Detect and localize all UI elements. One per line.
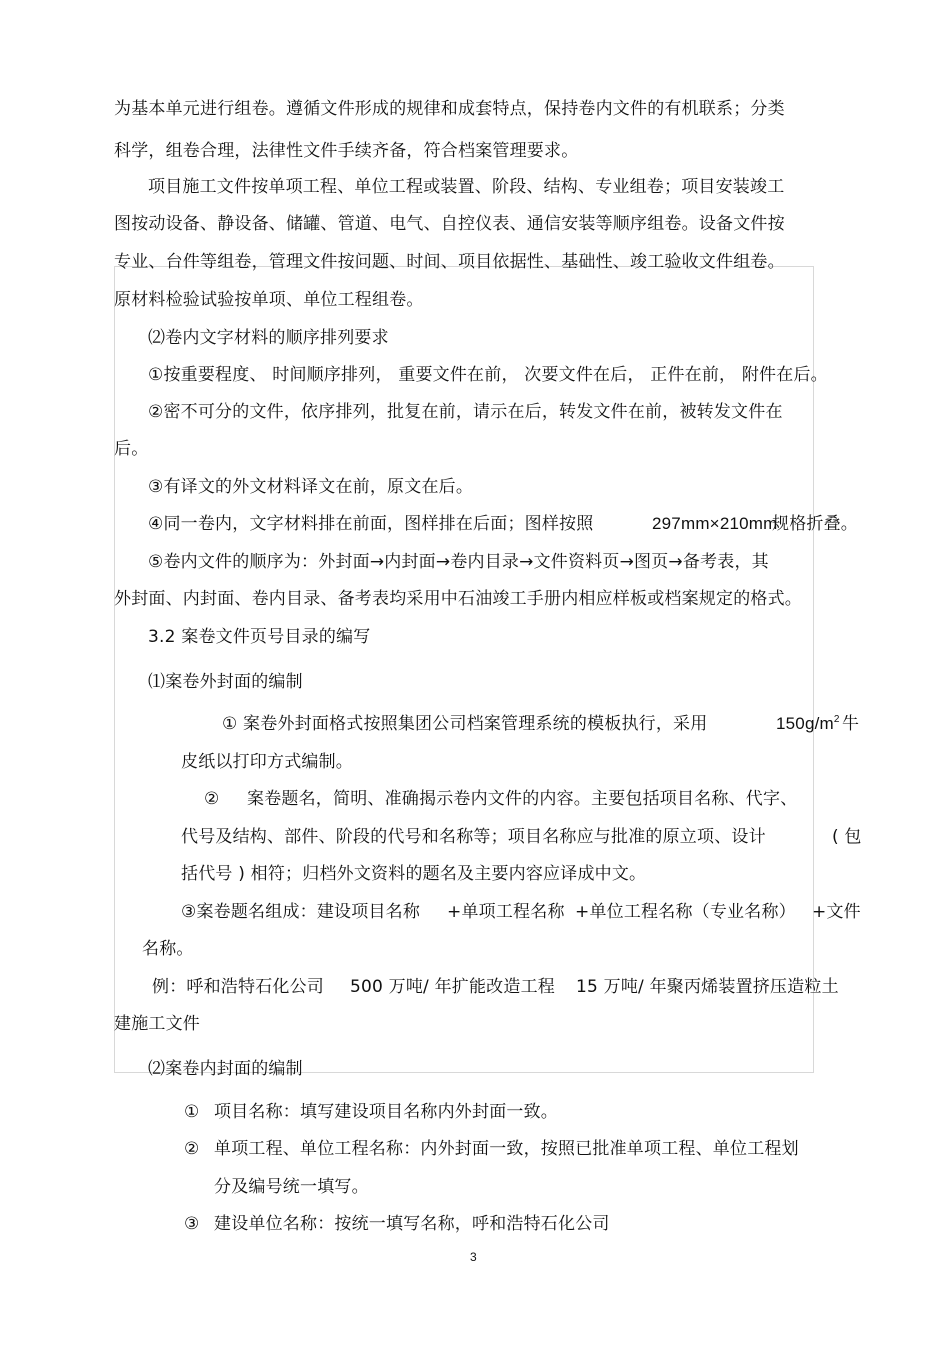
text-line: +文件 xyxy=(812,902,861,922)
list-marker: ② xyxy=(184,1139,200,1159)
text-line: 图按动设备、静设备、储罐、管道、电气、自控仪表、通信安装等顺序组卷。设备文件按 xyxy=(114,214,785,234)
text-line: 牛 xyxy=(842,714,860,734)
text-line: 项目名称：填写建设项目名称内外封面一致。 xyxy=(214,1102,558,1122)
text-line: 单项工程、单位工程名称：内外封面一致，按照已批准单项工程、单位工程划 xyxy=(214,1139,799,1159)
list-marker: ② xyxy=(204,789,220,809)
section-heading: ⑵卷内文字材料的顺序排列要求 xyxy=(148,328,389,348)
text-line: ⑤卷内文件的顺序为：外封面→内封面→卷内目录→文件资料页→图页→备考表，其 xyxy=(148,552,769,572)
text-line: 原材料检验试验按单项、单位工程组卷。 xyxy=(114,290,424,310)
subsection-heading: ⑵案卷内封面的编制 xyxy=(148,1059,303,1079)
page-frame xyxy=(114,266,814,1073)
dimension-value: 297mm×210mm xyxy=(652,514,778,533)
text-line: 外封面、内封面、卷内目录、备考表均采用中石油竣工手册内相应样板或档案规定的格式。 xyxy=(114,589,802,609)
paper-weight: $150g/m^2$ xyxy=(776,714,840,733)
text-line: 代号及结构、部件、阶段的代号和名称等；项目名称应与批准的原立项、设计 xyxy=(181,827,766,847)
page-number: 3 xyxy=(470,1250,477,1264)
text-line: 皮纸以打印方式编制。 xyxy=(181,752,353,772)
text-line: ④同一卷内，文字材料排在前面，图样排在后面；图样按照 xyxy=(148,514,594,534)
text-line: 项目施工文件按单项工程、单位工程或装置、阶段、结构、专业组卷；项目安装竣工 xyxy=(148,177,785,197)
text-line: ① 案卷外封面格式按照集团公司档案管理系统的模板执行，采用 xyxy=(222,714,708,734)
text-line: ③案卷题名组成：建设项目名称 xyxy=(181,902,421,922)
text-line: 500 万吨/ 年扩能改造工程 xyxy=(350,977,555,997)
text-line: 15 万吨/ 年聚丙烯装置挤压造粒土 xyxy=(576,977,839,997)
section-heading: 3.2 案卷文件页号目录的编写 xyxy=(148,627,371,647)
list-marker: ③ xyxy=(184,1214,200,1234)
text-line: 案卷题名，简明、准确揭示卷内文件的内容。主要包括项目名称、代字、 xyxy=(247,789,798,809)
text-line: 后。 xyxy=(114,439,149,459)
text-line: 科学，组卷合理，法律性文件手续齐备，符合档案管理要求。 xyxy=(114,141,579,161)
list-marker: ① xyxy=(184,1102,200,1122)
text-line: +单项工程名称 xyxy=(447,902,565,922)
text-line: ③有译文的外文材料译文在前，原文在后。 xyxy=(148,477,474,497)
subsection-heading: ⑴案卷外封面的编制 xyxy=(148,672,303,692)
text-line: 括代号 ) 相符；归档外文资料的题名及主要内容应译成中文。 xyxy=(181,864,647,884)
text-line: +单位工程名称（专业名称） xyxy=(575,902,796,922)
text-line: 名称。 xyxy=(142,939,194,959)
text-line: ( 包 xyxy=(832,827,862,847)
text-line: 分及编号统一填写。 xyxy=(214,1177,369,1197)
text-line: ①按重要程度、 时间顺序排列， 重要文件在前， 次要文件在后， 正件在前， 附件在后。 xyxy=(148,365,828,385)
text-line: 建设单位名称：按统一填写名称，呼和浩特石化公司 xyxy=(214,1214,610,1234)
text-line: 例：呼和浩特石化公司 xyxy=(152,977,324,997)
text-line: ②密不可分的文件，依序排列，批复在前，请示在后，转发文件在前，被转发文件在 xyxy=(148,402,783,422)
text-line: 规格折叠。 xyxy=(772,514,858,534)
text-line: 建施工文件 xyxy=(114,1014,200,1034)
text-line: 专业、台件等组卷，管理文件按问题、时间、项目依据性、基础性、竣工验收文件组卷。 xyxy=(114,252,785,272)
text-line: 为基本单元进行组卷。遵循文件形成的规律和成套特点，保持卷内文件的有机联系；分类 xyxy=(114,99,785,119)
